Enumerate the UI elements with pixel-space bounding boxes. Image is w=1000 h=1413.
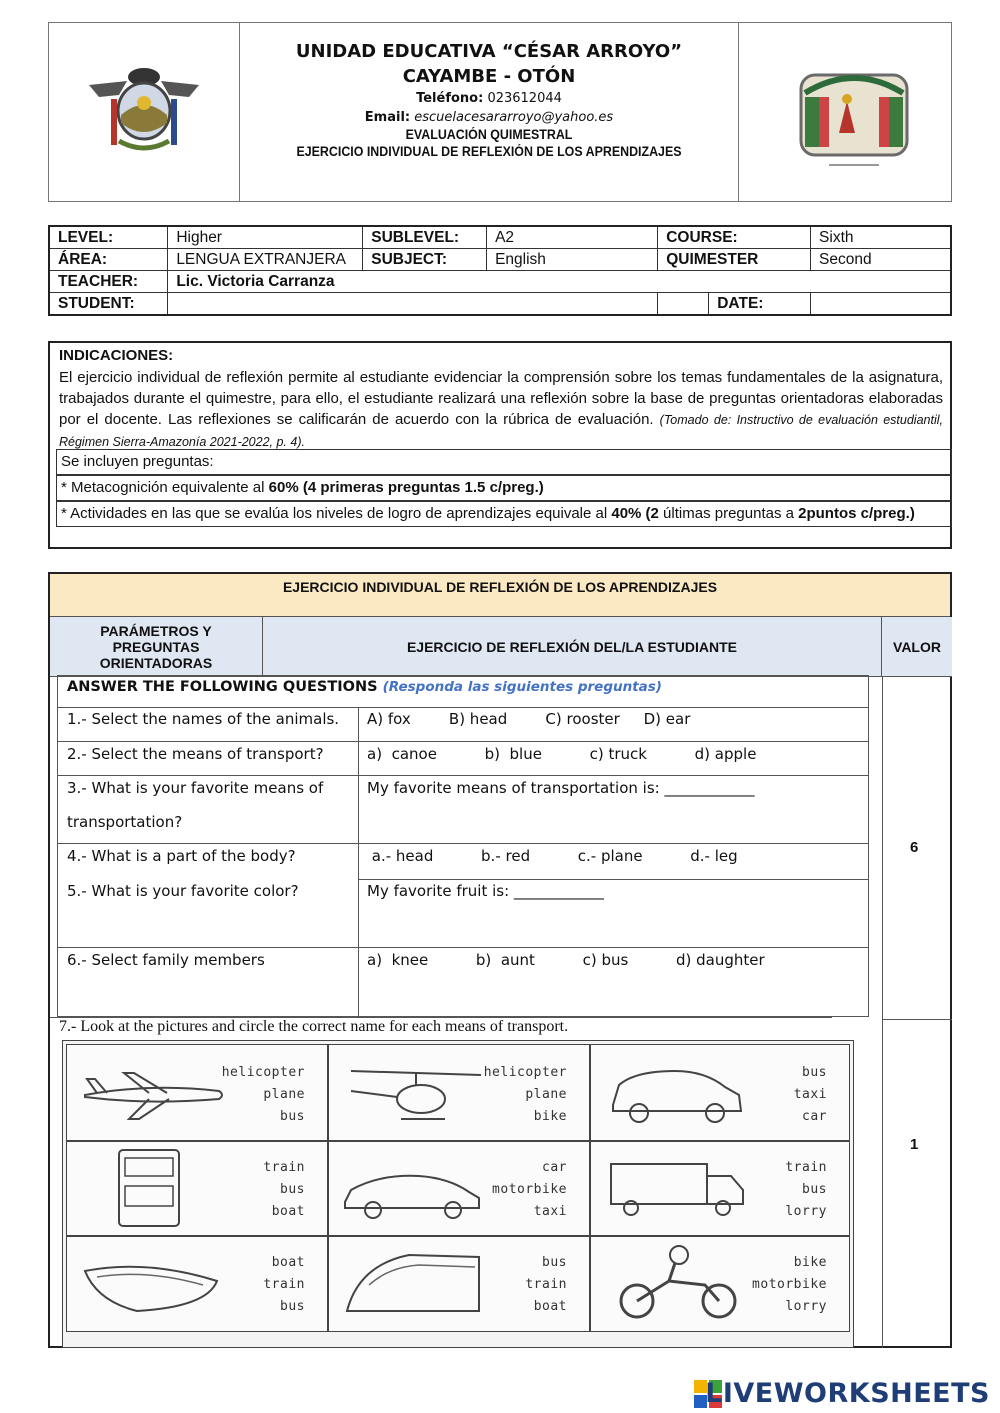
question-6: 6.- Select family members xyxy=(67,951,265,969)
answer-1-options[interactable]: A) fox B) head C) rooster D) ear xyxy=(367,710,691,728)
level-value: Higher xyxy=(168,226,363,249)
word-5-2[interactable]: motorbike xyxy=(492,1182,567,1197)
date-label: DATE: xyxy=(708,293,779,314)
school-logo-icon xyxy=(739,23,951,203)
picture-cell-6 xyxy=(590,1141,850,1236)
school-name: UNIDAD EDUCATIVA “CÉSAR ARROYO” xyxy=(295,41,683,62)
indications-body: El ejercicio individual de reflexión permite al estudiante evidenciar la comprensión sobre los temas fundamentales de la asignatura, trabajados durante el quimestre, para ello, el estudiante realizará una reflexión sobre la base de preguntas orientadoras elaboradas por el docente. Las reflexiones se calificarán de acuerdo con la rúbrica de evaluación. (Tomado de: Instructivo de evaluación estudiantil, Régimen Sierra-Amazonía 2021-2022, p. 4). xyxy=(59,369,943,449)
question-1: 1.- Select the names of the animals. xyxy=(67,710,340,728)
picture-cell-8 xyxy=(328,1236,590,1332)
answer-6-options[interactable]: a) knee b) aunt c) bus d) daughter xyxy=(367,951,765,969)
word-9-3[interactable]: lorry xyxy=(785,1299,827,1314)
helicopter-icon xyxy=(341,1061,491,1131)
ecuador-coat-of-arms xyxy=(49,23,240,201)
train-icon xyxy=(339,1245,489,1325)
questions-box xyxy=(57,675,869,1017)
question-5: 5.- What is your favorite color? xyxy=(67,882,299,900)
word-6-2[interactable]: bus xyxy=(802,1182,827,1197)
word-4-2[interactable]: bus xyxy=(280,1182,305,1197)
word-3-3[interactable]: car xyxy=(802,1109,827,1124)
student-info-table xyxy=(48,225,952,316)
question-7: 7.- Look at the pictures and circle the correct name for each means of transport. xyxy=(59,1018,569,1035)
teacher-label: TEACHER: xyxy=(49,271,168,293)
quimester-value: Second xyxy=(811,249,951,271)
word-5-3[interactable]: taxi xyxy=(533,1204,567,1219)
quimester-label: QUIMESTER xyxy=(658,249,811,271)
included-questions: Se incluyen preguntas: xyxy=(56,449,952,475)
question-4: 4.- What is a part of the body? xyxy=(67,847,296,865)
value-question-7: 1 xyxy=(910,1136,919,1153)
metacognition-line: * Metacognición equivalente al 60% (4 primeras preguntas 1.5 c/preg.) xyxy=(56,475,952,501)
answer-4-options[interactable]: a.- head b.- red c.- plane d.- leg xyxy=(367,847,738,865)
word-4-3[interactable]: boat xyxy=(271,1204,305,1219)
word-7-1[interactable]: boat xyxy=(271,1255,305,1270)
area-label: ÁREA: xyxy=(49,249,168,271)
indications-box xyxy=(48,341,952,549)
liveworksheets-brand[interactable]: LIVEWORKSHEETS xyxy=(705,1378,990,1409)
answer-3-field[interactable]: My favorite means of transportation is: ____________ xyxy=(367,779,755,797)
word-2-3[interactable]: bike xyxy=(533,1109,567,1124)
subject-label: SUBJECT: xyxy=(363,249,487,271)
word-4-1[interactable]: train xyxy=(263,1160,305,1175)
taxi-icon xyxy=(339,1162,489,1222)
picture-cell-7 xyxy=(66,1236,328,1332)
student-label: STUDENT: xyxy=(49,293,168,316)
coat-of-arms-icon xyxy=(49,23,239,203)
school-phone: Teléfono: 023612044 xyxy=(416,91,562,106)
indications-title: INDICACIONES: xyxy=(59,347,174,364)
col-value-header: VALOR xyxy=(882,617,952,677)
word-5-1[interactable]: car xyxy=(542,1160,567,1175)
word-8-3[interactable]: boat xyxy=(533,1299,567,1314)
question-2: 2.- Select the means of transport? xyxy=(67,745,324,763)
word-9-1[interactable]: bike xyxy=(793,1255,827,1270)
course-value: Sixth xyxy=(811,226,951,249)
picture-cell-2 xyxy=(328,1044,590,1141)
answer-5-field[interactable]: My favorite fruit is: ____________ xyxy=(367,882,604,900)
answer-2-options[interactable]: a) canoe b) blue c) truck d) apple xyxy=(367,745,757,763)
student-field[interactable] xyxy=(168,293,658,316)
picture-cell-5 xyxy=(328,1141,590,1236)
picture-cell-4 xyxy=(66,1141,328,1236)
school-header xyxy=(48,22,952,202)
word-1-1[interactable]: helicopter xyxy=(221,1065,305,1080)
teacher-value: Lic. Victoria Carranza xyxy=(168,271,951,293)
transport-pictures-grid xyxy=(62,1040,854,1348)
course-label: COURSE: xyxy=(658,226,811,249)
boat-icon xyxy=(77,1251,227,1321)
word-1-3[interactable]: bus xyxy=(280,1109,305,1124)
word-7-2[interactable]: train xyxy=(263,1277,305,1292)
plane-icon xyxy=(79,1065,229,1125)
word-8-1[interactable]: bus xyxy=(542,1255,567,1270)
lorry-icon xyxy=(605,1154,755,1224)
picture-cell-1 xyxy=(66,1044,328,1141)
question-3: 3.- What is your favorite means of xyxy=(67,779,324,797)
subject-value: English xyxy=(487,249,658,271)
value-questions-1-6: 6 xyxy=(910,839,919,856)
school-logo xyxy=(738,23,951,201)
level-label: LEVEL: xyxy=(49,226,168,249)
sublevel-value: A2 xyxy=(487,226,658,249)
word-2-2[interactable]: plane xyxy=(525,1087,567,1102)
school-city: CAYAMBE - OTÓN xyxy=(402,66,576,87)
questions-instruction: ANSWER THE FOLLOWING QUESTIONS (Responda las siguientes preguntas) xyxy=(67,679,662,695)
question-3-cont: transportation? xyxy=(67,813,183,831)
col-reflection-header: EJERCICIO DE REFLEXIÓN DEL/LA ESTUDIANTE xyxy=(263,617,882,677)
word-6-3[interactable]: lorry xyxy=(785,1204,827,1219)
date-field[interactable] xyxy=(811,293,951,316)
word-9-2[interactable]: motorbike xyxy=(752,1277,827,1292)
activities-line: * Actividades en las que se evalúa los niveles de logro de aprendizajes equivale al 40% (2 últimas preguntas a 2puntos c/preg.) xyxy=(56,501,952,527)
indications-source: (Tomado de: Instructivo de evaluación estudiantil, Régimen Sierra-Amazonía 2021-2022, p. 4). xyxy=(59,413,943,449)
word-1-2[interactable]: plane xyxy=(263,1087,305,1102)
school-email: Email: escuelacesararroyo@yahoo.es xyxy=(364,110,614,125)
word-6-1[interactable]: train xyxy=(785,1160,827,1175)
col-parameters-header: PARÁMETROS Y PREGUNTAS ORIENTADORAS xyxy=(50,617,263,677)
exercise-title: EJERCICIO INDIVIDUAL DE REFLEXIÓN DE LOS APRENDIZAJES xyxy=(296,144,682,159)
sublevel-label: SUBLEVEL: xyxy=(363,226,487,249)
bus-icon xyxy=(111,1146,191,1232)
picture-cell-9 xyxy=(590,1236,850,1332)
word-7-3[interactable]: bus xyxy=(280,1299,305,1314)
car-icon xyxy=(605,1061,755,1131)
picture-cell-3 xyxy=(590,1044,850,1141)
word-2-1[interactable]: helicopter xyxy=(483,1065,567,1080)
exercise-section-title: EJERCICIO INDIVIDUAL DE REFLEXIÓN DE LOS APRENDIZAJES xyxy=(50,574,950,617)
word-3-2[interactable]: taxi xyxy=(793,1087,827,1102)
word-8-2[interactable]: train xyxy=(525,1277,567,1292)
area-value: LENGUA EXTRANJERA xyxy=(168,249,363,271)
word-3-1[interactable]: bus xyxy=(802,1065,827,1080)
eval-title: EVALUACIÓN QUIMESTRAL xyxy=(405,127,573,142)
motorbike-icon xyxy=(609,1241,749,1327)
